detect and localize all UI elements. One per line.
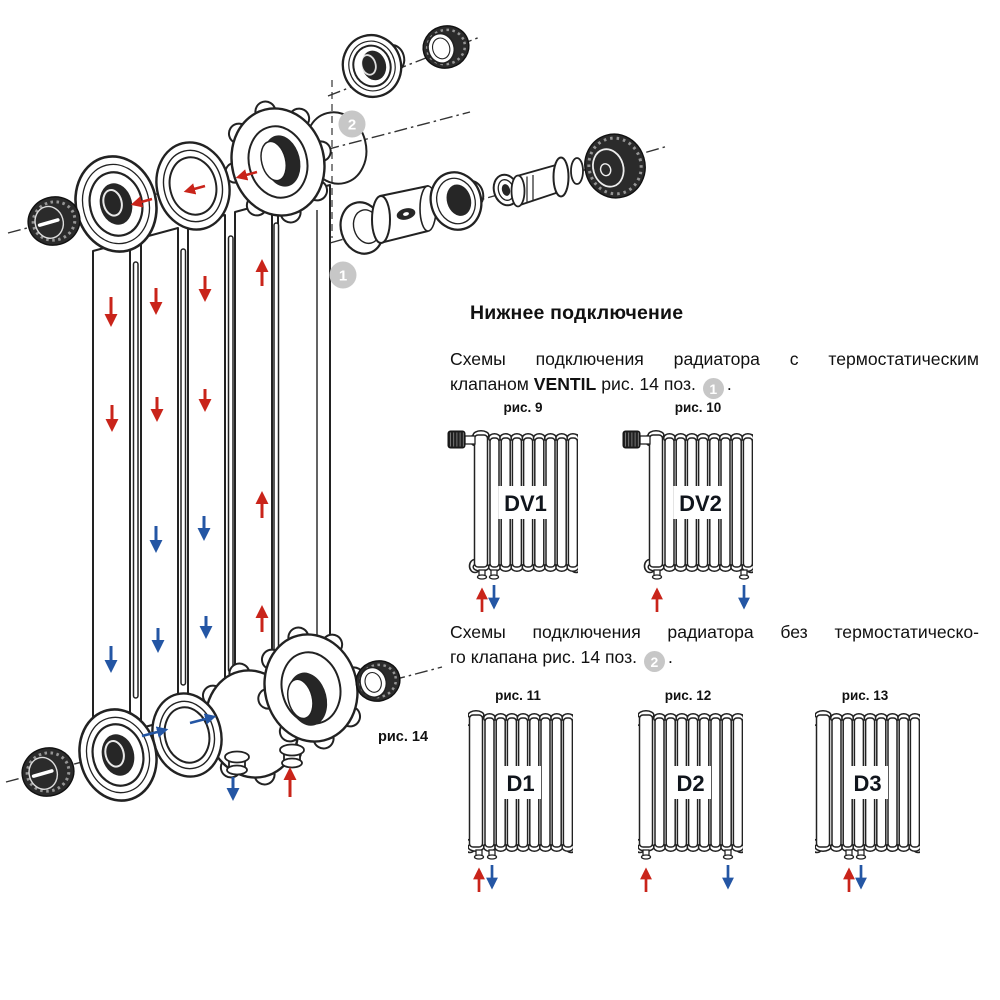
- paragraph-thermostatic: [450, 347, 979, 399]
- position-badge-2: [339, 111, 366, 138]
- inline-badge-1: 1: [703, 378, 724, 399]
- scheme-dv1: [447, 428, 578, 616]
- radiator-model-label: DV1: [504, 491, 547, 516]
- radiator-model-label: D2: [676, 771, 705, 796]
- scheme-d1: [468, 708, 573, 896]
- valve-stem: [640, 436, 650, 444]
- paragraph-line: го клапана рис. 14 поз. 2 .: [450, 645, 979, 673]
- union-nut: [418, 20, 474, 73]
- valve-kit-2: [336, 20, 474, 103]
- paragraph-line: Схемы подключения радиатора без термостатическо-: [450, 622, 979, 642]
- badge-1-number: 1: [338, 267, 348, 285]
- paragraph-no-thermostatic: [450, 620, 979, 672]
- figure-9-caption: рис. 9: [503, 400, 543, 415]
- figure-12-caption: рис. 12: [664, 688, 712, 703]
- valve-stem: [465, 436, 475, 444]
- badge-2-number: 2: [347, 116, 357, 134]
- position-badge-1: [330, 262, 357, 289]
- figure-11-caption: рис. 11: [495, 688, 541, 703]
- section-heading: Нижнее подключение: [470, 302, 684, 324]
- valve-kit-1: [335, 127, 653, 259]
- ventil-brand: VENTIL: [533, 373, 597, 394]
- scheme-d2: [638, 708, 743, 896]
- flange-bushing: [336, 28, 409, 104]
- radiator-model-label: D1: [506, 771, 535, 796]
- thermostatic-knob: [577, 127, 652, 205]
- scheme-d3: [815, 708, 920, 896]
- paragraph-line: Схемы подключения радиатора с термостатическим: [450, 349, 979, 369]
- bottom-plug: [16, 742, 79, 802]
- figure-13-caption: рис. 13: [841, 688, 889, 703]
- figure-14-caption: рис. 14: [378, 729, 429, 745]
- detached-nut: [351, 656, 404, 707]
- figure-10-caption: рис. 10: [674, 400, 722, 415]
- inline-badge-2: 2: [644, 651, 665, 672]
- paragraph-line: клапаном VENTIL рис. 14 поз. 1 .: [450, 372, 979, 400]
- radiator-model-label: DV2: [679, 491, 722, 516]
- scheme-dv2: [622, 428, 753, 616]
- radiator-model-label: D3: [853, 771, 882, 796]
